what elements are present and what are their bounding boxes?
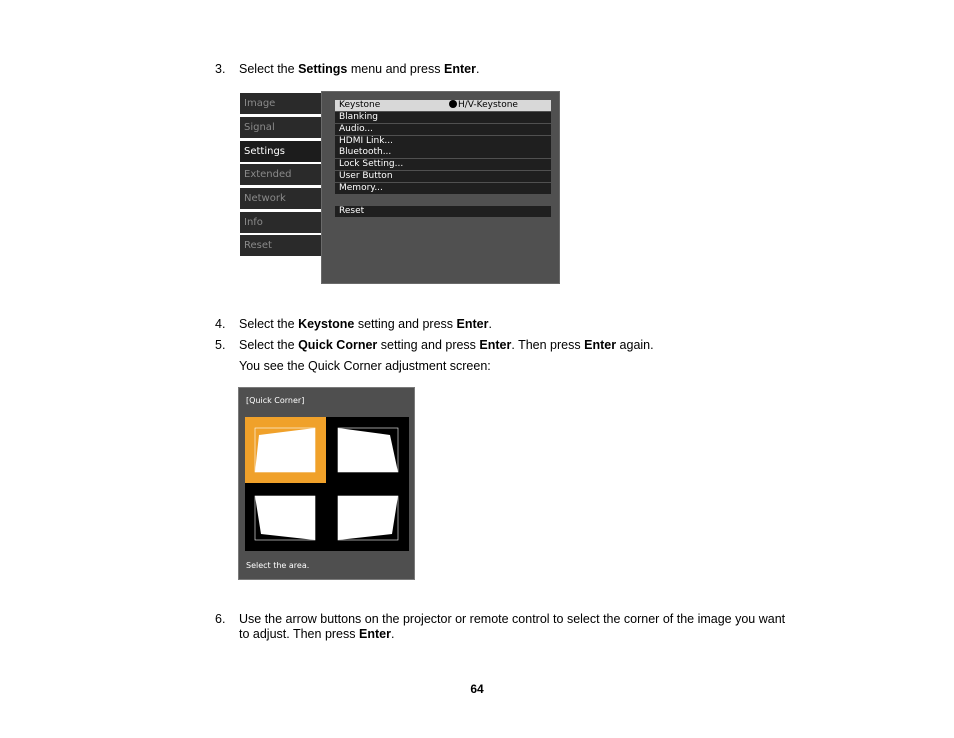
- step-text: Select the Keystone setting and press Enter.: [239, 317, 492, 331]
- corner-bottom-left: [245, 485, 326, 551]
- menu-tab-extended: Extended: [240, 164, 321, 185]
- settings-menu-screenshot: [238, 91, 560, 284]
- corner-shape-icon: [245, 485, 326, 551]
- menu-tab-network: Network: [240, 188, 321, 209]
- step-text: Select the Settings menu and press Enter.: [239, 62, 480, 76]
- menu-item-label: Keystone: [339, 100, 381, 110]
- corner-top-right: [328, 417, 409, 483]
- quick-corner-title: [Quick Corner]: [246, 396, 305, 405]
- menu-item-audio: Audio...: [335, 124, 551, 135]
- menu-item-lock-setting: Lock Setting...: [335, 159, 551, 170]
- quick-corner-screenshot: [238, 387, 415, 580]
- menu-item-memory: Memory...: [335, 183, 551, 194]
- corner-bottom-right: [328, 485, 409, 551]
- menu-item-bluetooth: Bluetooth...: [335, 147, 551, 158]
- step-number: 3.: [215, 62, 226, 76]
- step-6-line-2: to adjust. Then press Enter.: [239, 627, 395, 641]
- menu-item-hdmi-link: HDMI Link...: [335, 136, 551, 147]
- menu-tab-signal: Signal: [240, 117, 321, 138]
- menu-tab-image: Image: [240, 93, 321, 114]
- step-number: 6.: [215, 612, 226, 626]
- check-icon: [449, 100, 457, 108]
- step-text-line-1: Use the arrow buttons on the projector or remote control to select the corner of the image you want: [239, 612, 786, 626]
- corner-top-left: [245, 417, 326, 483]
- menu-tab-info: Info: [240, 212, 321, 233]
- corner-shape-icon: [245, 417, 326, 483]
- quick-corner-grid: [245, 417, 409, 551]
- keystone-value: H/V-Keystone: [449, 100, 518, 111]
- menu-item-user-button: User Button: [335, 171, 551, 182]
- corner-shape-icon: [328, 485, 409, 551]
- settings-panel: [321, 91, 560, 284]
- step-5-note: You see the Quick Corner adjustment screen:: [239, 359, 491, 373]
- quick-corner-footer: Select the area.: [246, 561, 310, 570]
- corner-shape-icon: [328, 417, 409, 483]
- step-number: 5.: [215, 338, 226, 352]
- menu-item-keystone: [335, 100, 551, 111]
- step-number: 4.: [215, 317, 226, 331]
- menu-tab-settings: Settings: [240, 141, 328, 162]
- menu-item-reset: Reset: [335, 206, 551, 217]
- menu-tab-reset: Reset: [240, 235, 321, 256]
- step-text: Select the Quick Corner setting and press Enter. Then press Enter again.: [239, 338, 654, 352]
- page-number: 64: [470, 682, 484, 696]
- menu-item-blanking: Blanking: [335, 112, 551, 123]
